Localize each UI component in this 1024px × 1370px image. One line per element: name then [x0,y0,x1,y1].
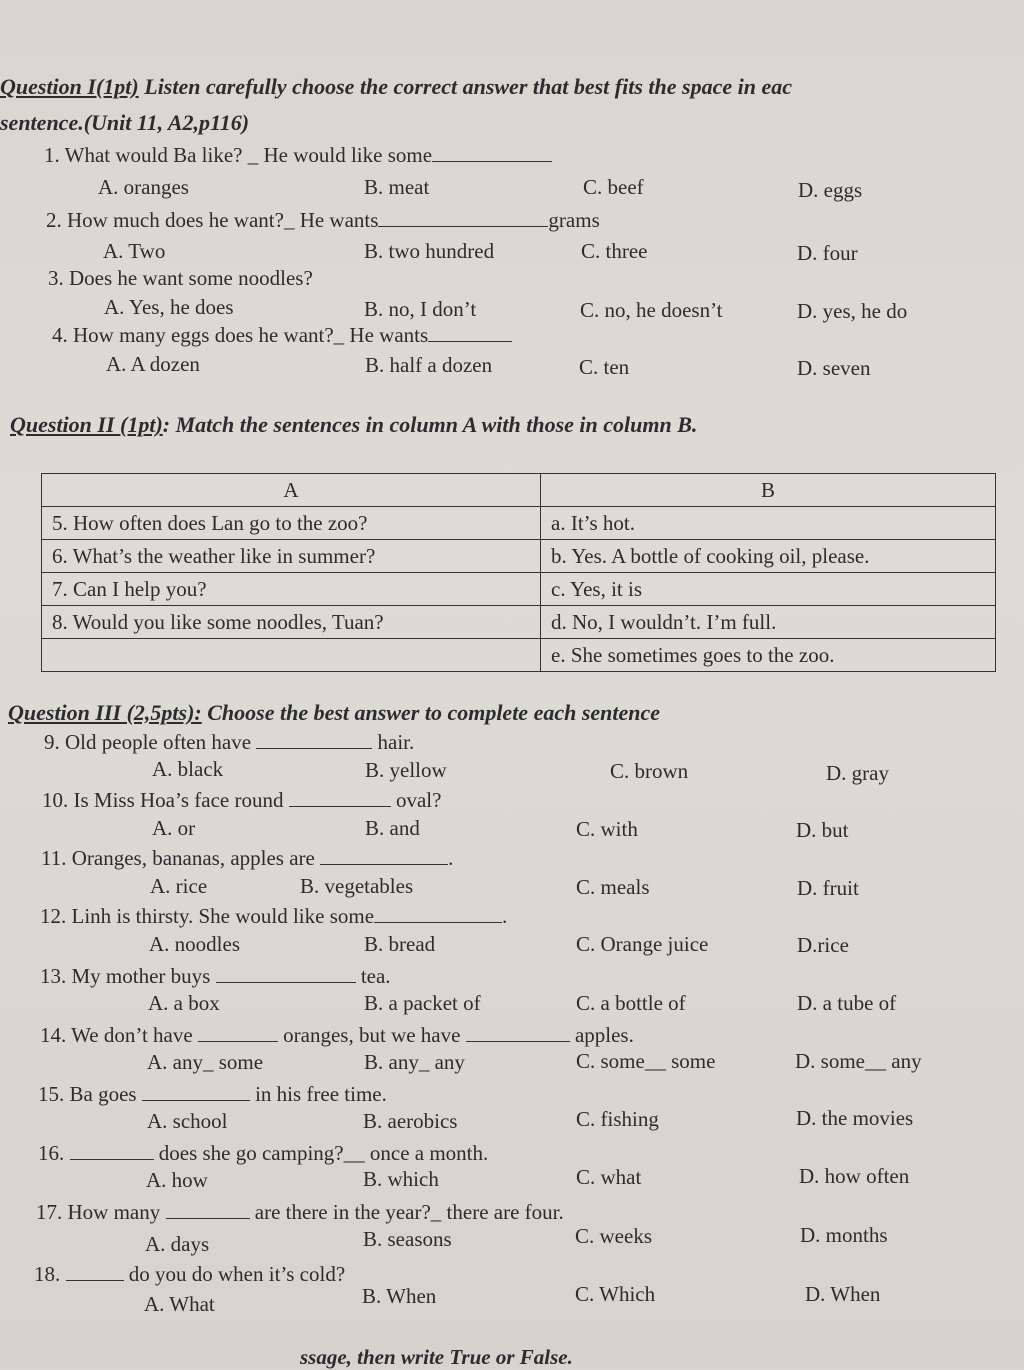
question-text-after: . [448,846,454,870]
question-text: 13. My mother buys [40,964,211,988]
option-d: D. how often [799,1164,910,1188]
option-a: A. school [147,1109,228,1133]
option-a: A. noodles [149,932,240,956]
question-15 [38,1082,387,1107]
question-text-after: hair. [377,730,415,754]
question-text: 10. Is Miss Hoa’s face round [42,788,284,812]
question-17 [36,1200,564,1225]
column-a-cell: 8. Would you like some noodles, Tuan? [42,606,541,639]
option-c: C. meals [576,875,650,899]
column-b-cell: a. It’s hot. [541,507,996,540]
question-text: 18. [34,1262,61,1286]
column-b-cell: d. No, I wouldn’t. I’m full. [541,606,996,639]
answer-blank [374,904,502,923]
table-header-row [42,474,996,507]
question-12 [40,904,507,929]
question-text-after: tea. [360,964,391,988]
question-13 [40,964,391,989]
question-1-item-2 [46,208,600,233]
option-b: B. which [363,1167,439,1191]
option-a: A. or [152,816,196,840]
question-text-middle: oranges, but we have [283,1023,461,1047]
option-b: B. half a dozen [365,353,493,377]
option-b: B. vegetables [300,874,414,898]
answer-blank [216,964,356,983]
question-1-instruction: Listen carefully choose the correct answer that best fits the space in eac [138,74,792,99]
question-2-label: Question II (1pt) [10,412,163,437]
question-text: 4. How many eggs does he want?_ He wants [52,323,429,347]
question-3-label: Question III (2,5pts): [8,700,202,725]
option-b: B. any_ any [364,1050,465,1074]
column-a-cell: 6. What’s the weather like in summer? [42,540,541,573]
question-text: 11. Oranges, bananas, apples are [41,846,315,870]
option-b: B. bread [364,932,436,956]
question-10 [42,788,441,813]
question-text-after: grams [548,208,600,232]
question-1-item-3: 3. Does he want some noodles? [48,266,313,290]
question-9 [44,730,414,755]
option-b: B. yellow [365,758,447,782]
question-text: 12. Linh is thirsty. She would like some [40,904,375,928]
option-a: A. Yes, he does [104,295,234,319]
option-d: D. some__ any [795,1049,922,1073]
question-text: 16. [38,1141,65,1165]
question-text: 14. We don’t have [40,1023,193,1047]
question-text-after: . [502,904,508,928]
table-row [42,606,996,639]
option-a: A. What [144,1292,215,1316]
question-1-item-1 [44,143,552,168]
option-c: C. fishing [576,1107,659,1131]
answer-blank [466,1023,570,1042]
column-a-header: A [42,474,541,507]
option-c: C. three [581,239,648,263]
answer-blank [378,208,548,227]
next-question-heading-partial: ssage, then write True or False. [300,1345,573,1369]
table-row [42,540,996,573]
column-b-cell: e. She sometimes goes to the zoo. [541,639,996,672]
option-c: C. no, he doesn’t [580,298,723,322]
question-3-heading [8,700,660,726]
answer-blank [289,788,391,807]
option-d: D. four [797,241,858,265]
question-text-after: are there in the year?_ there are four. [254,1200,564,1224]
option-b: B. a packet of [364,991,481,1015]
option-d: D. a tube of [797,991,897,1015]
option-b: B. aerobics [363,1109,458,1133]
option-c: C. brown [610,759,689,783]
question-2-instruction: : Match the sentences in column A with those in column B. [162,412,698,437]
question-1-item-4 [52,323,512,348]
question-1-label: Question I(1pt) [0,74,139,99]
option-a: A. how [146,1168,208,1192]
answer-blank [70,1141,154,1160]
table-row [42,507,996,540]
option-c: C. a bottle of [576,991,686,1015]
option-d: D. yes, he do [797,299,908,323]
match-table [41,473,996,672]
option-d: D. fruit [797,876,859,900]
option-c: C. Orange juice [576,932,709,956]
option-a: A. black [152,757,224,781]
option-d: D. When [805,1282,881,1306]
table-row [42,639,996,672]
option-b: B. seasons [363,1227,452,1251]
option-c: C. weeks [575,1224,652,1248]
question-11 [41,846,453,871]
question-16 [38,1141,488,1166]
question-text: 17. How many [36,1200,161,1224]
column-b-cell: b. Yes. A bottle of cooking oil, please. [541,540,996,573]
answer-blank [428,323,512,342]
option-d: D. but [796,818,849,842]
option-a: A. days [145,1232,210,1256]
column-a-cell: 7. Can I help you? [42,573,541,606]
table-row [42,573,996,606]
option-b: B. and [365,816,420,840]
option-d: D. the movies [796,1106,914,1130]
column-a-cell: 5. How often does Lan go to the zoo? [42,507,541,540]
option-a: A. a box [148,991,220,1015]
option-c: C. some__ some [576,1049,716,1073]
option-d: D. eggs [798,178,863,202]
option-c: C. beef [583,175,644,199]
question-3-instruction: Choose the best answer to complete each sentence [201,700,661,725]
column-b-cell: c. Yes, it is [541,573,996,606]
column-b-header: B [541,474,996,507]
question-1-heading-line2: sentence.(Unit 11, A2,p116) [0,110,250,135]
option-b: B. two hundred [364,239,495,263]
question-text: 2. How much does he want?_ He wants [46,208,379,232]
option-a: A. Two [103,239,166,263]
question-text-after: apples. [574,1023,634,1047]
column-a-cell [42,639,541,672]
question-text-after: oval? [395,788,442,812]
question-text-after: does she go camping?__ once a month. [158,1141,489,1165]
option-c: C. Which [575,1282,656,1306]
question-text: 15. Ba goes [38,1082,137,1106]
answer-blank [256,730,372,749]
option-b: B. no, I don’t [364,297,477,321]
question-1-heading [0,74,792,100]
question-text: 1. What would Ba like? _ He would like some [44,143,433,167]
option-b: B. When [362,1284,437,1308]
option-d: D. seven [797,356,871,380]
option-a: A. A dozen [106,352,200,376]
question-text-after: do you do when it’s cold? [128,1262,346,1286]
option-d: D.rice [797,933,849,957]
option-c: C. what [576,1165,642,1189]
question-text: 9. Old people often have [44,730,252,754]
option-d: D. gray [826,761,889,785]
option-d: D. months [800,1223,888,1247]
answer-blank [166,1200,250,1219]
question-text-after: in his free time. [255,1082,387,1106]
question-2-heading [10,412,697,438]
option-b: B. meat [364,175,430,199]
answer-blank [66,1262,124,1281]
option-a: A. oranges [98,175,189,199]
answer-blank [198,1023,278,1042]
option-c: C. with [576,817,638,841]
question-18 [34,1262,345,1287]
option-a: A. any_ some [147,1050,264,1074]
question-14 [40,1023,634,1048]
answer-blank [432,143,552,162]
answer-blank [142,1082,250,1101]
option-a: A. rice [150,874,208,898]
answer-blank [320,846,448,865]
option-c: C. ten [579,355,630,379]
